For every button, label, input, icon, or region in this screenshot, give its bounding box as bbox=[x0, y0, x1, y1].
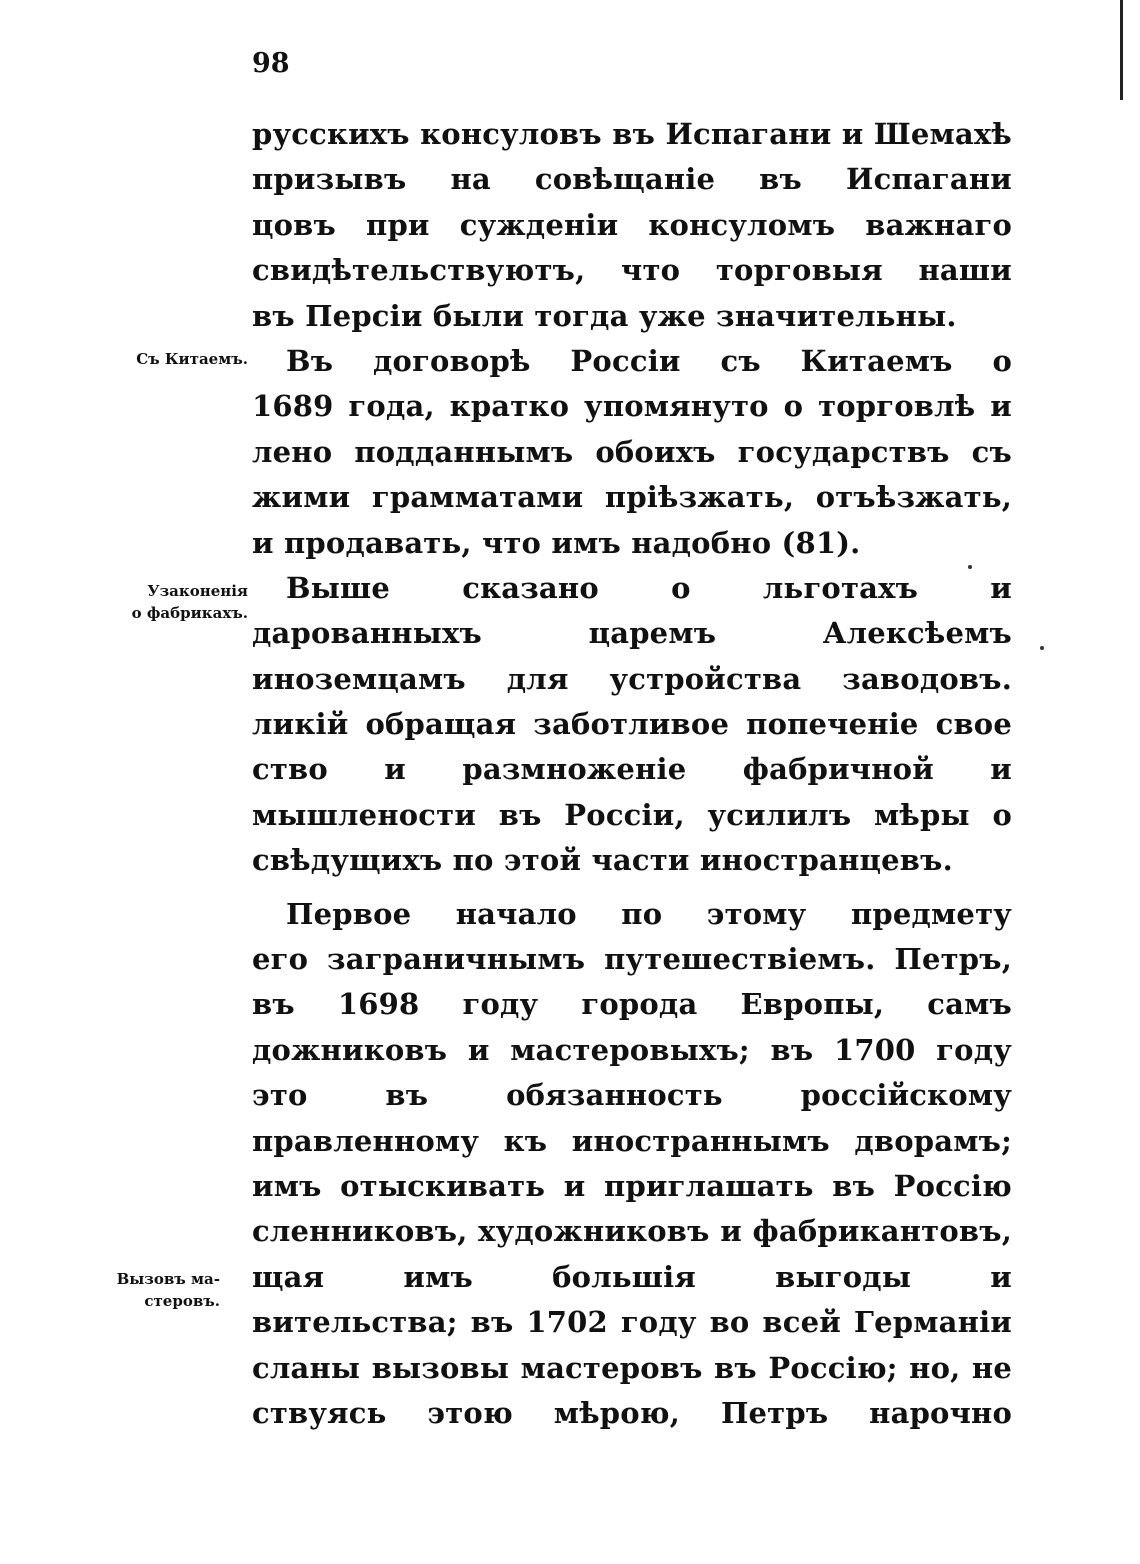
text-line: и продавать, что имъ надобно (81). bbox=[252, 525, 861, 560]
text-line: иноземцамъ для устройства заводовъ. bbox=[252, 661, 1012, 696]
scan-speck bbox=[1040, 646, 1044, 650]
margin-note-line: Вызовъ ма- bbox=[116, 1270, 220, 1288]
text-line: 1689 года, кратко упомянуто о торговлѣ и bbox=[252, 389, 1012, 424]
text-line: свидѣтельствуютъ, что торговыя наши bbox=[252, 253, 1012, 288]
margin-note-masters bbox=[112, 1268, 220, 1312]
text-line: его заграничнымъ путешествіемъ. Петръ, bbox=[252, 942, 1012, 977]
margin-note-line: о фабрикахъ. bbox=[131, 604, 248, 622]
text-line: сланы вызовы мастеровъ въ Россію; но, не bbox=[252, 1350, 1012, 1385]
text-line: дарованныхъ царемъ Алексѣемъ bbox=[252, 616, 1012, 651]
body-text bbox=[252, 112, 1012, 1436]
margin-note-china bbox=[112, 348, 248, 370]
text-line: Въ договорѣ Россіи съ Китаемъ о bbox=[286, 343, 1012, 378]
scan-edge-rule bbox=[1120, 0, 1123, 100]
page-number: 98 bbox=[252, 48, 290, 79]
text-line: Выше сказано о льготахъ и bbox=[286, 570, 1012, 605]
text-line: свѣдущихъ по этой части иностранцевъ. bbox=[252, 843, 953, 878]
text-line: цовъ при сужденіи консуломъ важнаго bbox=[252, 207, 1012, 242]
margin-note-factories bbox=[112, 580, 248, 624]
text-line: сленниковъ, художниковъ и фабрикантовъ, bbox=[252, 1214, 1012, 1249]
paragraph-persia bbox=[252, 112, 1012, 339]
text-line: вительства; въ 1702 году во всей Германіи bbox=[252, 1305, 1012, 1340]
text-line: правленному къ иностраннымъ дворамъ; bbox=[252, 1123, 1012, 1158]
text-line: щая имъ большія выгоды и bbox=[252, 1259, 1012, 1294]
margin-note-line: стеровъ. bbox=[144, 1292, 220, 1310]
text-line: жими грамматами пріѣзжать, отъѣзжать, bbox=[252, 480, 1012, 515]
text-line: русскихъ консуловъ въ Испагани и Шемахѣ bbox=[252, 117, 1012, 151]
text-line: ствуясь этою мѣрою, Петръ нарочно bbox=[252, 1395, 1012, 1430]
text-line: имъ отыскивать и приглашать въ Россію bbox=[252, 1168, 1012, 1203]
paragraph-china bbox=[252, 339, 1012, 566]
text-line: въ 1698 году города Европы, самъ bbox=[252, 987, 1012, 1022]
text-line: ликій обращая заботливое попеченіе свое bbox=[252, 707, 1012, 742]
text-line: Первое начало по этому предмету bbox=[286, 896, 1012, 931]
text-line: дожниковъ и мастеровыхъ; въ 1700 году bbox=[252, 1032, 1012, 1067]
text-line: ство и размноженіе фабричной и bbox=[252, 752, 1012, 787]
text-line: лено подданнымъ обоихъ государствъ съ bbox=[252, 434, 1012, 469]
scan-speck bbox=[968, 565, 972, 569]
text-line: призывъ на совѣщаніе въ Испагани bbox=[252, 162, 1012, 197]
text-line: мышлености въ Россіи, усилилъ мѣры о bbox=[252, 797, 1012, 832]
text-line: это въ обязанность россійскому bbox=[252, 1078, 1012, 1113]
paragraph-peter-travels bbox=[252, 892, 1012, 1437]
text-line: въ Персіи были тогда уже значительны. bbox=[252, 298, 957, 333]
paragraph-factories bbox=[252, 566, 1012, 884]
margin-note-line: Узаконенія bbox=[147, 582, 248, 600]
margin-note-line: Съ Китаемъ. bbox=[136, 350, 248, 368]
